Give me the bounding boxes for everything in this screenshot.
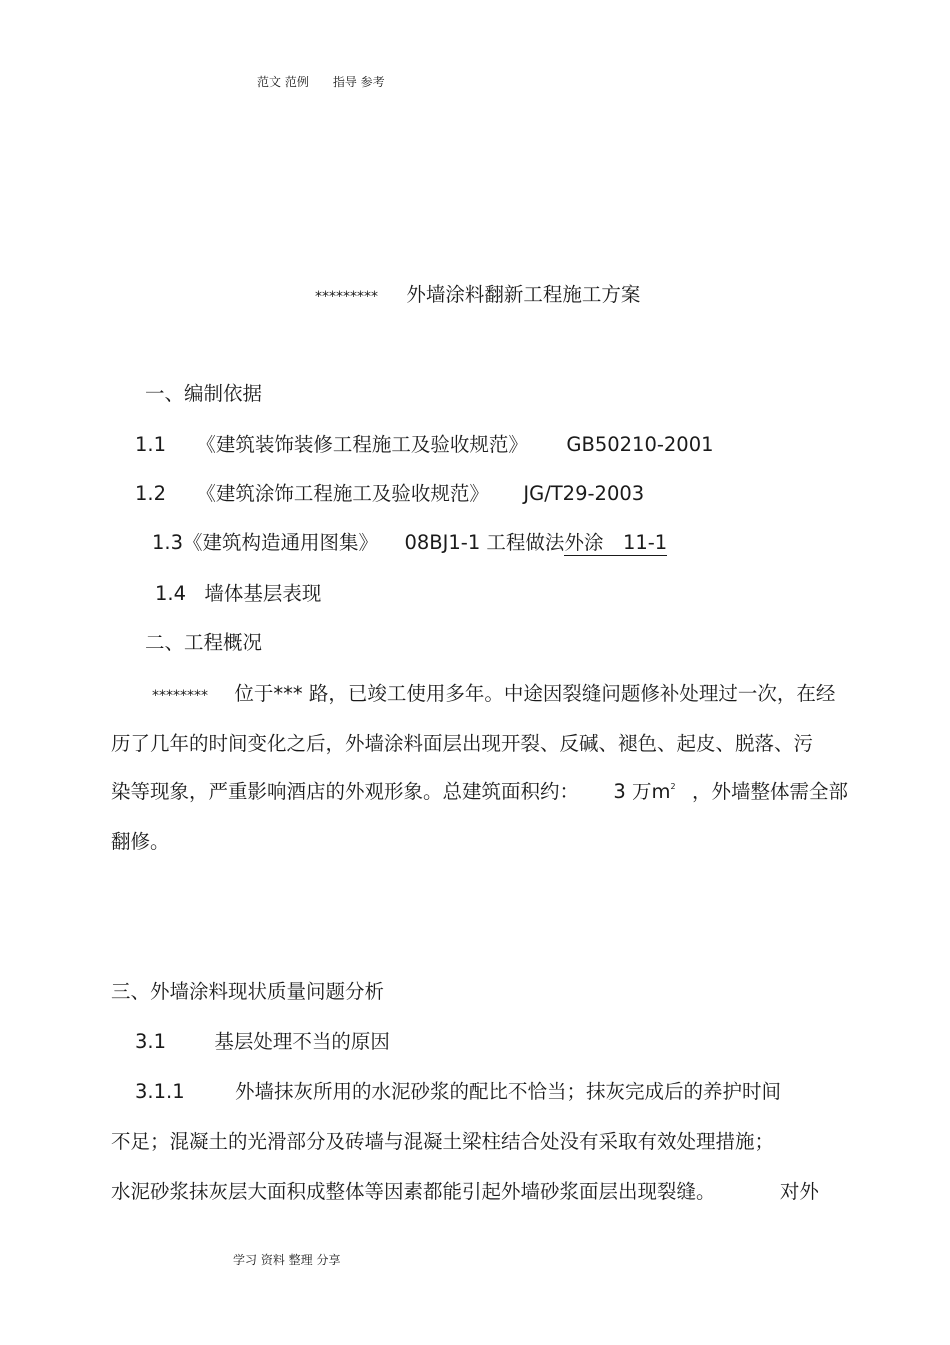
section-3-heading: 三、外墙涂料现状质量问题分析 xyxy=(111,980,385,1003)
overview-text-c: ，外墙整体需全部 xyxy=(692,780,849,803)
item-name: 《建筑构造通用图集》 xyxy=(183,531,379,554)
overview-stars: ******** xyxy=(152,688,208,704)
title-text: 外墙涂料翻新工程施工方案 xyxy=(406,283,641,306)
overview-text-a: 染等现象，严重影响酒店的外观形象。总建筑面积约： xyxy=(111,780,580,803)
item-3-1-1-line-2: 不足；混凝土的光滑部分及砖墙与混凝土梁柱结合处没有采取有效处理措施； xyxy=(111,1130,775,1153)
item-text-b: 对外 xyxy=(779,1180,819,1203)
basis-item-1-3 xyxy=(152,527,667,555)
section-1-heading: 一、编制依据 xyxy=(145,382,263,405)
overview-line-4: 翻修。 xyxy=(111,830,170,853)
item-code: GB50210-2001 xyxy=(566,433,714,456)
subsection-3-1 xyxy=(135,1026,390,1054)
item-code: 08BJ1-1 工程做法 xyxy=(404,531,565,554)
item-text-a: 水泥砂浆抹灰层大面积成整体等因素都能引起外墙砂浆面层出现裂缝。 xyxy=(111,1180,716,1203)
title-stars: ********* xyxy=(315,289,378,305)
item-number: 1.3 xyxy=(152,531,184,554)
overview-line-2: 历了几年的时间变化之后，外墙涂料面层出现开裂、反碱、褪色、起皮、脱落、污 xyxy=(111,732,814,755)
page-header: 范文 范例 指导 参考 xyxy=(257,75,385,89)
overview-area: 3 万m xyxy=(613,780,671,803)
overview-line-3 xyxy=(111,776,848,804)
item-number: 3.1.1 xyxy=(135,1080,185,1103)
item-number: 1.1 xyxy=(135,433,167,456)
item-name: 《建筑涂饰工程施工及验收规范》 xyxy=(196,482,489,505)
basis-item-1-2 xyxy=(135,478,644,506)
item-name: 墙体基层表现 xyxy=(204,582,322,605)
item-number: 1.4 xyxy=(155,582,187,605)
item-3-1-1-line-3 xyxy=(111,1176,819,1204)
item-name: 《建筑装饰装修工程施工及验收规范》 xyxy=(196,433,528,456)
basis-item-1-1 xyxy=(135,429,714,457)
section-2-heading: 二、工程概况 xyxy=(145,631,263,654)
subsection-title: 基层处理不当的原因 xyxy=(214,1030,390,1053)
document-title xyxy=(315,279,640,307)
page-footer: 学习 资料 整理 分享 xyxy=(233,1253,341,1267)
overview-text: 位于*** 路，已竣工使用多年。中途因裂缝问题修补处理过一次，在经 xyxy=(234,682,836,705)
item-3-1-1-line-1 xyxy=(135,1076,781,1104)
overview-line-1 xyxy=(152,678,835,706)
item-code: JG/T29-2003 xyxy=(523,482,645,505)
item-text: 外墙抹灰所用的水泥砂浆的配比不恰当；抹灰完成后的养护时间 xyxy=(235,1080,782,1103)
basis-item-1-4 xyxy=(155,578,321,606)
item-number: 1.2 xyxy=(135,482,167,505)
item-code-underlined: 外涂 11-1 xyxy=(564,531,668,554)
area-superscript: 2 xyxy=(670,782,676,791)
subsection-number: 3.1 xyxy=(135,1030,167,1053)
